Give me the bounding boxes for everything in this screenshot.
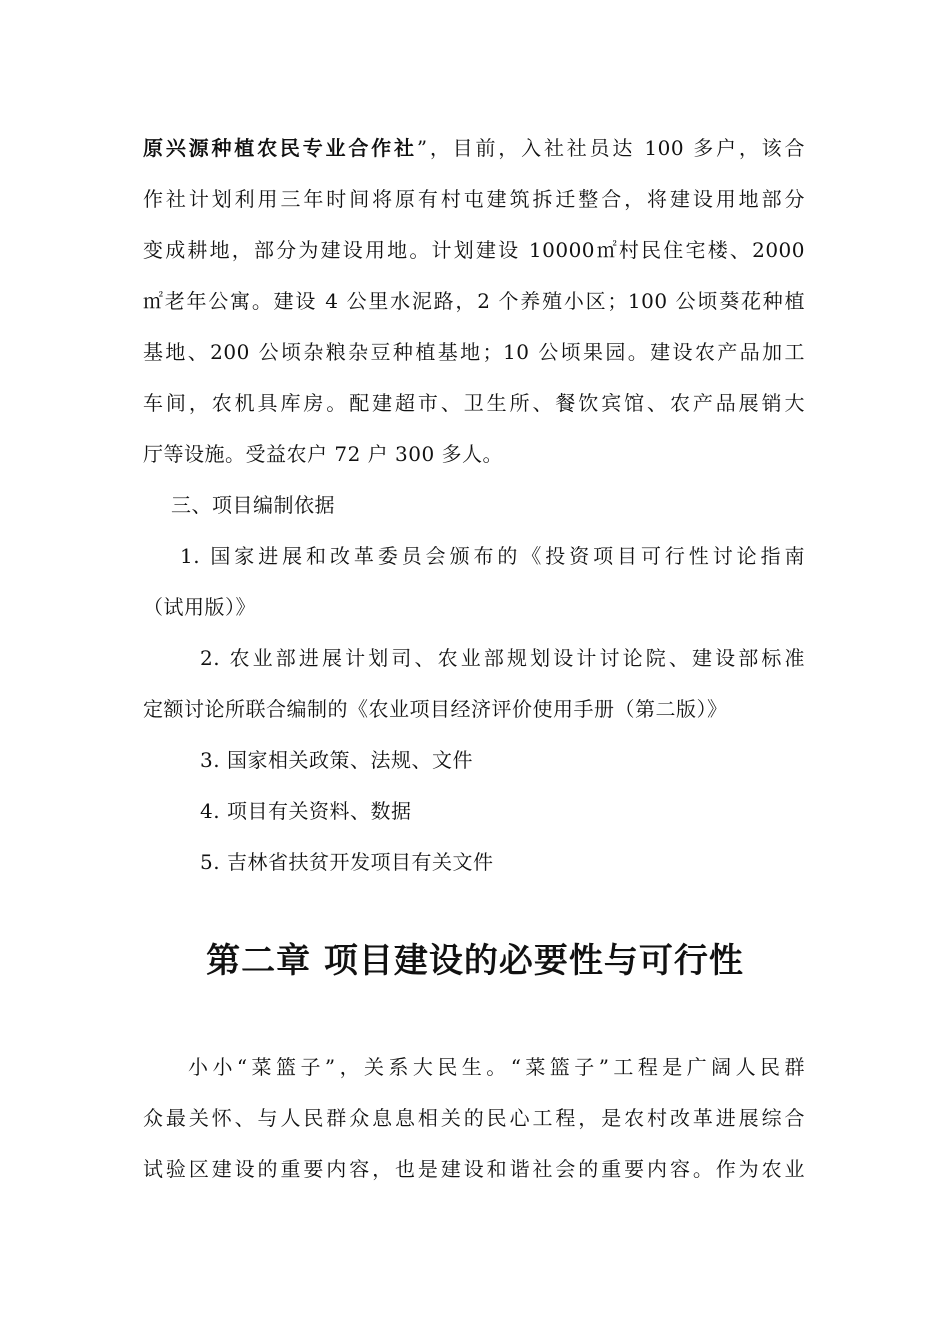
list-item-continuation: 定额讨论所联合编制的《农业项目经济评价使用手册（第二版）》	[143, 697, 728, 721]
paragraph-line: 车间，农机具库房。配建超市、卫生所、餐饮宾馆、农产品展销大	[143, 391, 805, 415]
paragraph-line	[143, 134, 805, 162]
paragraph-line: 众最关怀、与人民群众息息相关的民心工程，是农村改革进展综合	[143, 1106, 805, 1130]
list-item-continuation: （试用版）》	[143, 595, 256, 619]
paragraph-line: 试验区建设的重要内容，也是建设和谐社会的重要内容。作为农业	[143, 1157, 805, 1181]
list-item: 2. 农业部进展计划司、农业部规划设计讨论院、建设部标准	[200, 646, 805, 670]
chapter-heading: 第二章 项目建设的必要性与可行性	[206, 941, 744, 981]
paragraph-line: 作社计划利用三年时间将原有村屯建筑拆迁整合，将建设用地部分	[143, 187, 805, 211]
list-item: 1. 国家进展和改革委员会颁布的《投资项目可行性讨论指南	[180, 544, 805, 568]
list-item: 3. 国家相关政策、法规、文件	[200, 748, 473, 772]
paragraph-line: 基地、200 公顷杂粮杂豆种植基地；10 公顷果园。建设农产品加工	[143, 340, 805, 364]
cooperative-name: 原兴源种植农民专业合作社	[143, 136, 417, 160]
section-title: 三、项目编制依据	[171, 493, 335, 517]
list-item: 5. 吉林省扶贫开发项目有关文件	[200, 850, 494, 874]
paragraph-line: 小小“菜篮子”，关系大民生。“菜篮子”工程是广阔人民群	[188, 1055, 805, 1079]
paragraph-line: ㎡老年公寓。建设 4 公里水泥路，2 个养殖小区；100 公顷葵花种植	[143, 289, 805, 313]
list-item: 4. 项目有关资料、数据	[200, 799, 412, 823]
paragraph-text: ”，目前，入社社员达 100 多户，该合	[416, 136, 805, 160]
paragraph-line: 变成耕地，部分为建设用地。计划建设 10000㎡村民住宅楼、2000	[143, 238, 805, 262]
paragraph-line: 厅等设施。受益农户 72 户 300 多人。	[143, 442, 504, 466]
